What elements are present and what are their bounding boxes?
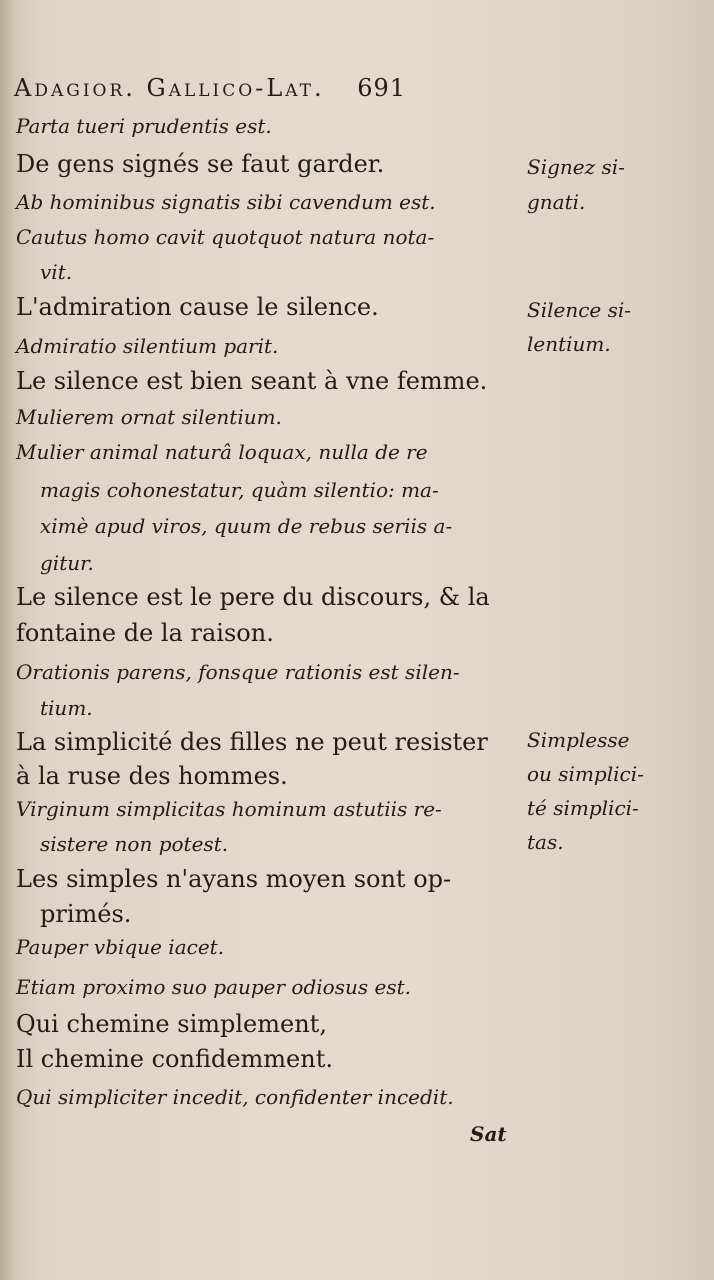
- text-line: Cautus homo cavit quotquot natura nota-: [16, 225, 435, 249]
- margin-note: ou simplici-: [527, 762, 644, 786]
- text-line: De gens signés se faut garder.: [16, 150, 385, 178]
- text-line: Pauper vbique iacet.: [16, 935, 225, 959]
- text-line: Ab hominibus signatis sibi cavendum est.: [16, 190, 436, 214]
- text-line: Orationis parens, fonsque rationis est silen-: [16, 660, 460, 684]
- header-title: Adagior. Gallico-Lat.: [14, 74, 325, 102]
- text-line: tium.: [40, 696, 93, 720]
- catchword: Sat: [470, 1122, 507, 1146]
- page-number: 691: [357, 74, 407, 102]
- text-line: sistere non potest.: [40, 832, 229, 856]
- margin-note: Silence si-: [527, 298, 632, 322]
- margin-note: gnati.: [527, 190, 586, 214]
- running-header: [14, 74, 406, 102]
- margin-note: lentium.: [527, 332, 611, 356]
- text-line: primés.: [40, 900, 132, 928]
- text-line: ximè apud viros, quum de rebus seriis a-: [40, 514, 453, 538]
- text-line: Mulierem ornat silentium.: [16, 405, 282, 429]
- text-line: vit.: [40, 260, 73, 284]
- text-line: Virginum simplicitas hominum astutiis re-: [16, 797, 442, 821]
- text-line: magis cohonestatur, quàm silentio: ma-: [40, 478, 439, 502]
- text-line: Admiratio silentium parit.: [16, 334, 279, 358]
- text-line: Etiam proximo suo pauper odiosus est.: [16, 975, 411, 999]
- text-line: Le silence est le pere du discours, & la: [16, 583, 490, 611]
- text-line: gitur.: [40, 551, 94, 575]
- text-line: La simplicité des filles ne peut resister: [16, 728, 488, 756]
- text-line: Le silence est bien seant à vne femme.: [16, 367, 488, 395]
- text-line: à la ruse des hommes.: [16, 762, 288, 790]
- page-gutter-shadow: [0, 0, 14, 1280]
- text-line: Parta tueri prudentis est.: [16, 114, 272, 138]
- text-line: Mulier animal naturâ loquax, nulla de re: [16, 440, 428, 464]
- text-line: fontaine de la raison.: [16, 619, 274, 647]
- text-line: L'admiration cause le silence.: [16, 293, 379, 321]
- text-line: Les simples n'ayans moyen sont op-: [16, 865, 452, 893]
- text-line: Qui simpliciter incedit, confidenter incedit.: [16, 1085, 454, 1109]
- text-line: Il chemine confidemment.: [16, 1045, 333, 1073]
- margin-note: Simplesse: [527, 728, 630, 752]
- text-line: Qui chemine simplement,: [16, 1010, 327, 1038]
- margin-note: Signez si-: [527, 155, 625, 179]
- margin-note: té simplici-: [527, 796, 639, 820]
- margin-note: tas.: [527, 830, 564, 854]
